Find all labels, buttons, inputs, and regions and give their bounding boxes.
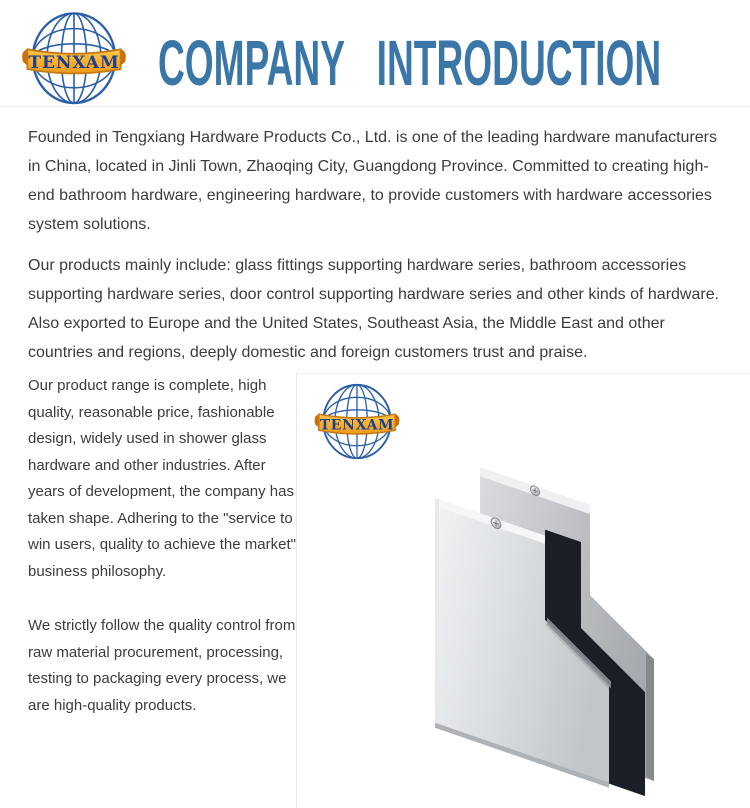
product-photo-area [296, 373, 750, 808]
page-title: COMPANY INTRODUCTION [158, 27, 662, 99]
intro-section [0, 123, 750, 367]
details-section [0, 373, 750, 808]
details-text-column [0, 373, 296, 808]
intro-paragraph-2: Our products mainly include: glass fittings supporting hardware series, bathroom accessories supporting hardware series, door control supporting hardware series and other kinds of hardware. Also exported to Europe and the United States, Southeast Asia, the Middle East and other countries and regions, deeply domestic and foreign customers trust and praise. [28, 257, 720, 361]
details-paragraph-2: We strictly follow the quality control from raw material procurement, processing, testing to packaging every process, we are high-quality products. [28, 617, 296, 714]
intro-paragraph-1: Founded in Tengxiang Hardware Products Co., Ltd. is one of the leading hardware manufacturers in China, located in Jinli Town, Zhaoqing City, Guangdong Province. Committed to creating high-end bathroom hardware, engineering hardware, to provide customers with hardware accessories system solutions. [28, 129, 717, 233]
logo-brand-text: TENXAM [319, 417, 395, 434]
logo-banner [315, 414, 400, 434]
tenxam-globe-logo-icon [20, 8, 128, 112]
page-header [0, 0, 750, 107]
details-paragraph-1: Our product range is complete, high quality, reasonable price, fashionable design, widely used in shower glass hardware and other industries. After years of development, the company has taken shape. Adhering to the "service to win users, quality to achieve the market" business philosophy. [28, 377, 296, 580]
glass-clamp-product-photo [393, 436, 713, 808]
tenxam-watermark-logo-icon [313, 380, 401, 466]
logo-banner [22, 49, 126, 73]
logo-brand-text: TENXAM [28, 53, 120, 74]
